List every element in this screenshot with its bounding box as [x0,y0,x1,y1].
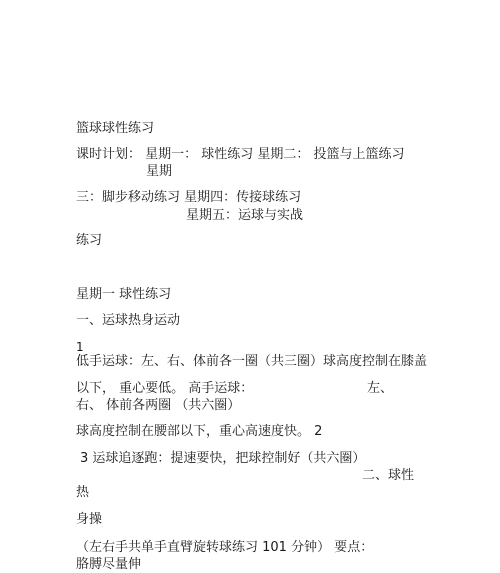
item-number-1: 1 [76,340,84,354]
schedule-line-2: 星期 [146,164,173,179]
chase-dribble-text: 3 运球追逐跑：提速要快，把球控制好（共六圈） [80,451,366,466]
dribble-line-right: 左、 [367,381,394,396]
subsection-ball-gym: 二、球性 [362,468,415,483]
dribble-line-body: 右、 体前各两圈 （共六圈） [76,398,241,413]
schedule-line-3: 三：脚步移动练习 星期四：传接球练习 [76,190,302,205]
schedule-line-1: 课时计划： 星期一： 球性练习 星期二： 投篮与上篮练习 [76,147,405,162]
arm-stretch-text: 胳膊尽量伸 [76,557,142,572]
low-dribble-text: 低手运球：左、右、体前各一圈（共三圈）球高度控制在膝盖 [76,354,428,369]
subsection-ball-gym-cont: 热 [76,485,90,500]
schedule-line-4: 星期五：运球与实战 [186,208,304,223]
waist-height-text: 球高度控制在腰部以下，重心高速度快。 2 [76,424,323,439]
arm-rotation-text: （左右手共单手直臂旋转球练习 101 分钟） 要点： [76,540,374,555]
dribble-line-left: 以下， 重心要低。 高手运球： [76,381,254,396]
subsection-warmup: 一、运球热身运动 [76,313,181,328]
doc-title: 篮球球性练习 [76,121,155,136]
section-heading: 星期一 球性练习 [76,287,172,302]
schedule-line-5: 练习 [76,233,103,248]
subsection-ball-gym-body: 身操 [76,512,103,527]
